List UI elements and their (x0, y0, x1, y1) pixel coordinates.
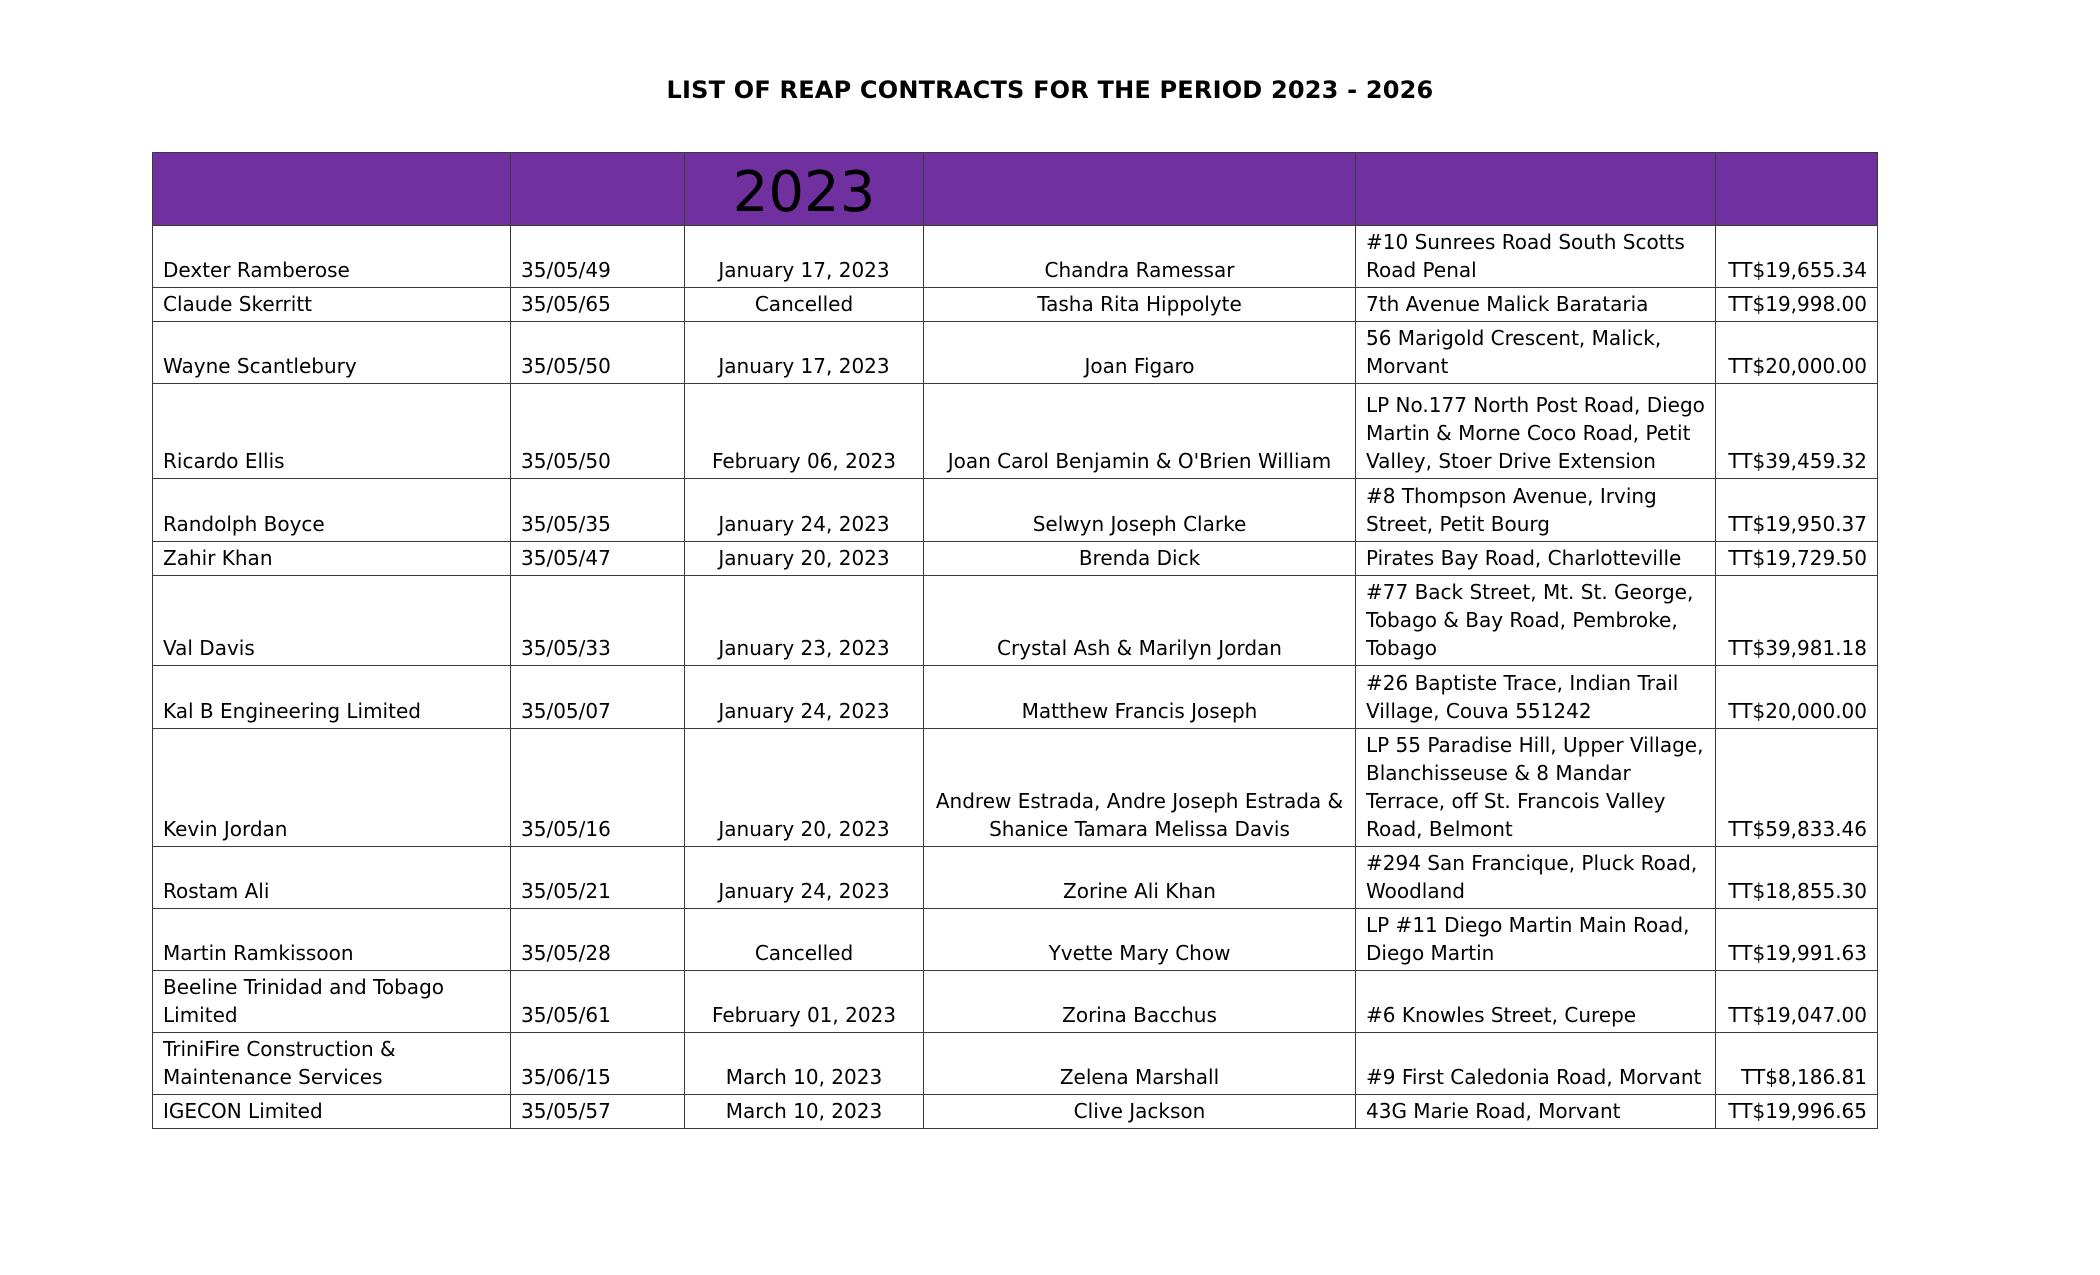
address-cell: 7th Avenue Malick Barataria (1356, 288, 1716, 322)
address-cell: #9 First Caledonia Road, Morvant (1356, 1033, 1716, 1095)
table-row (153, 847, 1878, 909)
header-cell-value (1716, 153, 1878, 226)
date-cell: January 17, 2023 (685, 226, 924, 288)
client-cell: Tasha Rita Hippolyte (924, 288, 1356, 322)
table-row (153, 1095, 1878, 1129)
year-header: 2023 (685, 153, 924, 226)
address-cell: 43G Marie Road, Morvant (1356, 1095, 1716, 1129)
table-row (153, 909, 1878, 971)
address-cell: LP #11 Diego Martin Main Road, Diego Martin (1356, 909, 1716, 971)
table-row (153, 384, 1878, 479)
table-row (153, 576, 1878, 666)
table-row (153, 971, 1878, 1033)
header-cell-contractor (153, 153, 511, 226)
value-cell: TT$19,991.63 (1716, 909, 1878, 971)
date-cell: February 06, 2023 (685, 384, 924, 479)
client-cell: Joan Carol Benjamin & O'Brien William (924, 384, 1356, 479)
contractor-cell: Randolph Boyce (153, 479, 511, 542)
table-row (153, 322, 1878, 384)
value-cell: TT$39,981.18 (1716, 576, 1878, 666)
address-cell: #77 Back Street, Mt. St. George, Tobago & Bay Road, Pembroke, Tobago (1356, 576, 1716, 666)
contractor-cell: Beeline Trinidad and Tobago Limited (153, 971, 511, 1033)
date-cell: February 01, 2023 (685, 971, 924, 1033)
address-cell: #26 Baptiste Trace, Indian Trail Village, Couva 551242 (1356, 666, 1716, 729)
reference-cell: 35/05/21 (511, 847, 685, 909)
document-title: LIST OF REAP CONTRACTS FOR THE PERIOD 2023 - 2026 (666, 76, 1434, 104)
table-row (153, 729, 1878, 847)
client-cell: Crystal Ash & Marilyn Jordan (924, 576, 1356, 666)
table-row (153, 288, 1878, 322)
value-cell: TT$19,996.65 (1716, 1095, 1878, 1129)
address-cell: LP 55 Paradise Hill, Upper Village, Blanchisseuse & 8 Mandar Terrace, off St. Francois Valley Road, Belmont (1356, 729, 1716, 847)
date-cell: January 24, 2023 (685, 847, 924, 909)
table-row (153, 226, 1878, 288)
address-cell: #6 Knowles Street, Curepe (1356, 971, 1716, 1033)
value-cell: TT$20,000.00 (1716, 666, 1878, 729)
value-cell: TT$19,047.00 (1716, 971, 1878, 1033)
reference-cell: 35/05/49 (511, 226, 685, 288)
client-cell: Clive Jackson (924, 1095, 1356, 1129)
reference-cell: 35/06/15 (511, 1033, 685, 1095)
contractor-cell: Martin Ramkissoon (153, 909, 511, 971)
date-cell: January 24, 2023 (685, 666, 924, 729)
address-cell: 56 Marigold Crescent, Malick, Morvant (1356, 322, 1716, 384)
client-cell: Yvette Mary Chow (924, 909, 1356, 971)
reference-cell: 35/05/61 (511, 971, 685, 1033)
client-cell: Brenda Dick (924, 542, 1356, 576)
reference-cell: 35/05/57 (511, 1095, 685, 1129)
contractor-cell: Claude Skerritt (153, 288, 511, 322)
date-cell: January 20, 2023 (685, 542, 924, 576)
address-cell: #294 San Francique, Pluck Road, Woodland (1356, 847, 1716, 909)
date-cell: January 23, 2023 (685, 576, 924, 666)
header-cell-client (924, 153, 1356, 226)
client-cell: Selwyn Joseph Clarke (924, 479, 1356, 542)
value-cell: TT$19,950.37 (1716, 479, 1878, 542)
contractor-cell: Ricardo Ellis (153, 384, 511, 479)
client-cell: Chandra Ramessar (924, 226, 1356, 288)
reference-cell: 35/05/16 (511, 729, 685, 847)
table-row (153, 1033, 1878, 1095)
client-cell: Joan Figaro (924, 322, 1356, 384)
contractor-cell: Kevin Jordan (153, 729, 511, 847)
table-row (153, 479, 1878, 542)
contractor-cell: TriniFire Construction & Maintenance Services (153, 1033, 511, 1095)
date-cell: March 10, 2023 (685, 1033, 924, 1095)
date-cell: January 20, 2023 (685, 729, 924, 847)
date-cell: January 17, 2023 (685, 322, 924, 384)
client-cell: Matthew Francis Joseph (924, 666, 1356, 729)
address-cell: LP No.177 North Post Road, Diego Martin & Morne Coco Road, Petit Valley, Stoer Drive Extension (1356, 384, 1716, 479)
table-row (153, 666, 1878, 729)
contractor-cell: Rostam Ali (153, 847, 511, 909)
contractor-cell: Zahir Khan (153, 542, 511, 576)
reference-cell: 35/05/47 (511, 542, 685, 576)
contracts-table (152, 152, 1878, 1129)
contractor-cell: Dexter Ramberose (153, 226, 511, 288)
value-cell: TT$39,459.32 (1716, 384, 1878, 479)
reference-cell: 35/05/50 (511, 322, 685, 384)
value-cell: TT$59,833.46 (1716, 729, 1878, 847)
reference-cell: 35/05/33 (511, 576, 685, 666)
contractor-cell: IGECON Limited (153, 1095, 511, 1129)
client-cell: Zorine Ali Khan (924, 847, 1356, 909)
value-cell: TT$19,655.34 (1716, 226, 1878, 288)
reference-cell: 35/05/28 (511, 909, 685, 971)
contractor-cell: Kal B Engineering Limited (153, 666, 511, 729)
reference-cell: 35/05/07 (511, 666, 685, 729)
date-cell: March 10, 2023 (685, 1095, 924, 1129)
table-header-row (153, 153, 1878, 226)
header-cell-ref (511, 153, 685, 226)
value-cell: TT$19,729.50 (1716, 542, 1878, 576)
contractor-cell: Wayne Scantlebury (153, 322, 511, 384)
value-cell: TT$18,855.30 (1716, 847, 1878, 909)
value-cell: TT$20,000.00 (1716, 322, 1878, 384)
reference-cell: 35/05/35 (511, 479, 685, 542)
contractor-cell: Val Davis (153, 576, 511, 666)
header-cell-address (1356, 153, 1716, 226)
table-row (153, 542, 1878, 576)
address-cell: #10 Sunrees Road South Scotts Road Penal (1356, 226, 1716, 288)
client-cell: Zorina Bacchus (924, 971, 1356, 1033)
date-cell: Cancelled (685, 288, 924, 322)
date-cell: Cancelled (685, 909, 924, 971)
value-cell: TT$8,186.81 (1716, 1033, 1878, 1095)
value-cell: TT$19,998.00 (1716, 288, 1878, 322)
client-cell: Andrew Estrada, Andre Joseph Estrada & Shanice Tamara Melissa Davis (924, 729, 1356, 847)
reference-cell: 35/05/50 (511, 384, 685, 479)
address-cell: #8 Thompson Avenue, Irving Street, Petit Bourg (1356, 479, 1716, 542)
client-cell: Zelena Marshall (924, 1033, 1356, 1095)
date-cell: January 24, 2023 (685, 479, 924, 542)
address-cell: Pirates Bay Road, Charlotteville (1356, 542, 1716, 576)
reference-cell: 35/05/65 (511, 288, 685, 322)
